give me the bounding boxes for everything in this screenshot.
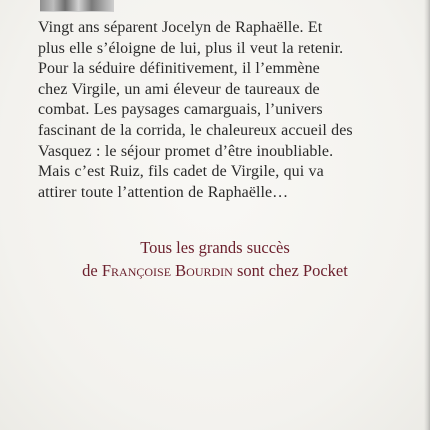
promo-suffix: sont chez Pocket [232, 261, 348, 280]
summary-line: plus elle s’éloigne de lui, plus il veut la retenir. [38, 39, 344, 57]
summary-line: Vasquez : le séjour promet d’être inoubliable. [38, 142, 334, 160]
book-summary [38, 18, 410, 203]
summary-line: Mais c’est Ruiz, fils cadet de Virgile, qui va [38, 163, 324, 181]
publisher-promo [0, 236, 430, 282]
summary-line: attirer toute l’attention de Raphaëlle… [38, 183, 289, 201]
cover-edge-shadow [424, 0, 430, 430]
summary-line: Pour la séduire définitivement, il l’emmène [38, 60, 320, 78]
summary-line: combat. Les paysages camarguais, l’univers [38, 101, 323, 119]
promo-line-2 [0, 259, 430, 282]
summary-line: chez Virgile, un ami éleveur de taureaux de [38, 80, 320, 98]
cover-photo-fragment [40, 0, 114, 12]
summary-line: fascinant de la corrida, le chaleureux accueil des [38, 121, 353, 139]
summary-line: Vingt ans séparent Jocelyn de Raphaëlle. Et [38, 19, 323, 36]
author-name: Françoise Bourdin [101, 261, 233, 280]
promo-line-1: Tous les grands succès [140, 238, 290, 257]
promo-prefix: de [82, 261, 102, 280]
